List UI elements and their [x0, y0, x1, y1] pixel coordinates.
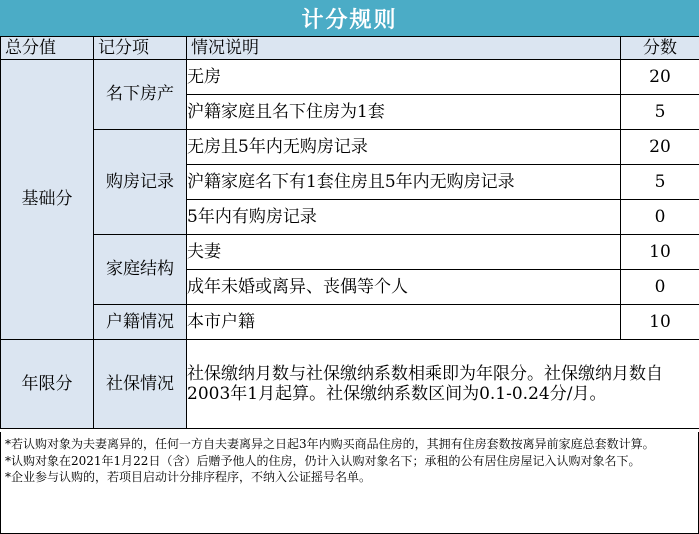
row-score: 0: [621, 200, 699, 235]
category-base: 基础分: [1, 60, 94, 340]
footnote: *认购对象在2021年1月22日（含）后赠予他人的住房，仍计入认购对象名下；承租的公有居住房屋记入认购对象名下。: [5, 453, 641, 468]
row-desc: 成年未婚或离异、丧偶等个人: [187, 270, 621, 305]
item-social: 社保情况: [94, 340, 187, 429]
social-desc: 社保缴纳月数与社保缴纳系数相乘即为年限分。社保缴纳月数自2003年1月起算。社保缴纳系数区间为0.1-0.24分/月。: [187, 340, 699, 429]
row-score: 0: [621, 270, 699, 305]
header-row: [1, 37, 699, 60]
table-row: [1, 235, 699, 270]
header-desc: 情况说明: [187, 37, 621, 60]
row-score: 20: [621, 130, 699, 165]
row-desc: 沪籍家庭且名下住房为1套: [187, 95, 621, 130]
table-row: [1, 130, 699, 165]
row-score: 10: [621, 305, 699, 340]
footnote: *若认购对象为夫妻离异的，任何一方自夫妻离异之日起3年内购买商品住房的，其拥有住房套数按离异前家庭总套数计算。: [5, 437, 655, 451]
row-desc: 本市户籍: [187, 305, 621, 340]
item-house: 名下房产: [94, 60, 187, 130]
row-score: 10: [621, 235, 699, 270]
row-desc: 夫妻: [187, 235, 621, 270]
item-hukou: 户籍情况: [94, 305, 187, 340]
header-total: 总分值: [1, 37, 94, 60]
header-item: 记分项: [94, 37, 187, 60]
row-desc: 无房且5年内无购房记录: [187, 130, 621, 165]
footnotes: [0, 432, 699, 534]
item-record: 购房记录: [94, 130, 187, 235]
row-desc: 无房: [187, 60, 621, 95]
category-years: 年限分: [1, 340, 94, 429]
footnote: *企业参与认购的，若项目启动计分排序程序，不纳入公证摇号名单。: [5, 470, 372, 484]
table-row: [1, 305, 699, 340]
table-row: [1, 60, 699, 95]
row-score: 20: [621, 60, 699, 95]
row-desc: 5年内有购房记录: [187, 200, 621, 235]
table-row: [1, 340, 699, 429]
scoring-table: [0, 36, 699, 429]
header-score: 分数: [621, 37, 699, 60]
row-score: 5: [621, 95, 699, 130]
page-title: 计分规则: [0, 0, 699, 36]
row-score: 5: [621, 165, 699, 200]
item-family: 家庭结构: [94, 235, 187, 305]
row-desc: 沪籍家庭名下有1套住房且5年内无购房记录: [187, 165, 621, 200]
